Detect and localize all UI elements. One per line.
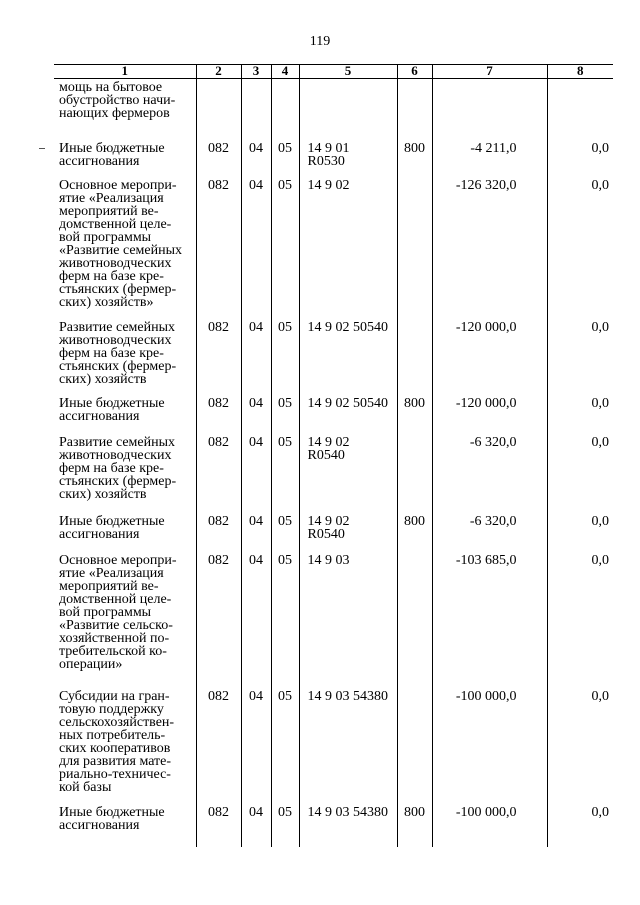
row-cell-8: 0,0 xyxy=(547,682,613,798)
row-cell-8: 0,0 xyxy=(547,171,613,313)
cell-line: 14 9 02 xyxy=(307,513,350,529)
row-cell-7: -120 000,0 xyxy=(432,389,547,428)
row-cell-5 xyxy=(299,171,397,313)
table-row xyxy=(54,313,613,389)
row-cell-2: 082 xyxy=(196,428,241,507)
row-cell-3: 04 xyxy=(241,428,271,507)
cell-line: нающих фермеров xyxy=(59,106,170,121)
cell-line: стьянских (фермер- xyxy=(59,281,177,297)
cell-line: Основное меропри- xyxy=(59,552,177,568)
row-cell-6 xyxy=(397,171,432,313)
cell-line: животноводческих xyxy=(59,332,172,348)
cell-line: ферм на базе кре- xyxy=(59,345,164,361)
row-cell-7: -100 000,0 xyxy=(432,798,547,847)
cell-line: животноводческих xyxy=(59,447,172,463)
cell-line: 14 9 03 xyxy=(307,552,350,568)
row-cell-8: 0,0 xyxy=(547,507,613,546)
cell-line: сельскохозяйствен- xyxy=(59,714,175,730)
cell-line: «Развитие семейных xyxy=(59,242,183,258)
table-row xyxy=(54,428,613,507)
row-cell-3: 04 xyxy=(241,389,271,428)
row-cell-5 xyxy=(299,798,397,847)
row-name-cell xyxy=(54,134,196,171)
header-row xyxy=(54,65,613,79)
cell-line: операции» xyxy=(59,656,123,672)
row-cell-3: 04 xyxy=(241,798,271,847)
row-cell-8 xyxy=(547,79,613,134)
row-cell-5 xyxy=(299,79,397,134)
cell-line: ных потребитель- xyxy=(59,727,166,743)
row-cell-4: 05 xyxy=(271,507,299,546)
row-name-cell xyxy=(54,313,196,389)
row-cell-3: 04 xyxy=(241,682,271,798)
cell-line: домственной целе- xyxy=(59,216,172,232)
header-cell: 7 xyxy=(432,65,547,79)
cell-line: Иные бюджетные xyxy=(59,804,165,820)
cell-line: ятие «Реализация xyxy=(59,190,164,206)
row-cell-4: 05 xyxy=(271,682,299,798)
cell-line: мероприятий ве- xyxy=(59,203,159,219)
row-cell-6: 800 xyxy=(397,134,432,171)
cell-line: ских) хозяйств» xyxy=(59,294,154,310)
cell-line: Развитие семейных xyxy=(59,319,176,335)
row-cell-5 xyxy=(299,507,397,546)
table-row xyxy=(54,507,613,546)
row-cell-7: -4 211,0 xyxy=(432,134,547,171)
row-cell-8: 0,0 xyxy=(547,313,613,389)
row-cell-4: 05 xyxy=(271,428,299,507)
cell-line: вой программы xyxy=(59,604,152,620)
cell-line: мероприятий ве- xyxy=(59,578,159,594)
row-cell-2: 082 xyxy=(196,546,241,682)
row-cell-3: 04 xyxy=(241,546,271,682)
row-cell-5 xyxy=(299,428,397,507)
cell-line: домственной целе- xyxy=(59,591,172,607)
header-cell: 2 xyxy=(196,65,241,79)
row-cell-8: 0,0 xyxy=(547,389,613,428)
cell-line: ассигнования xyxy=(59,526,140,542)
cell-line: ферм на базе кре- xyxy=(59,460,164,476)
row-cell-3 xyxy=(241,79,271,134)
row-cell-5 xyxy=(299,682,397,798)
page-number: 119 xyxy=(309,34,331,49)
row-cell-4 xyxy=(271,79,299,134)
cell-line: 14 9 02 xyxy=(307,434,350,450)
cell-line: требительской ко- xyxy=(59,643,167,659)
cell-line: Иные бюджетные xyxy=(59,395,165,411)
cell-line: 14 9 02 50540 xyxy=(307,395,388,411)
cell-line: ассигнования xyxy=(59,153,140,169)
cell-line: Субсидии на гран- xyxy=(59,688,170,704)
table-row xyxy=(54,134,613,171)
cell-line: Развитие семейных xyxy=(59,434,176,450)
cell-line: «Развитие сельско- xyxy=(59,617,173,633)
cell-line: мощь на бытовое xyxy=(59,80,163,95)
row-cell-7: -100 000,0 xyxy=(432,682,547,798)
row-cell-2: 082 xyxy=(196,682,241,798)
cell-line: 14 9 03 54380 xyxy=(307,804,388,820)
cell-line: 14 9 03 54380 xyxy=(307,688,388,704)
row-cell-8: 0,0 xyxy=(547,134,613,171)
row-cell-5 xyxy=(299,313,397,389)
row-name-cell xyxy=(54,546,196,682)
budget-table xyxy=(54,64,613,847)
row-cell-5 xyxy=(299,389,397,428)
table-row xyxy=(54,798,613,847)
row-cell-6: 800 xyxy=(397,507,432,546)
row-cell-2: 082 xyxy=(196,798,241,847)
table-body xyxy=(54,65,613,847)
row-cell-3: 04 xyxy=(241,134,271,171)
row-name-cell xyxy=(54,389,196,428)
row-cell-5 xyxy=(299,546,397,682)
cell-line: R0540 xyxy=(307,526,345,542)
table-row xyxy=(54,79,613,134)
cell-line: хозяйственной по- xyxy=(59,630,170,646)
cell-line: 14 9 02 50540 xyxy=(307,319,388,335)
row-name-cell xyxy=(54,682,196,798)
row-cell-3: 04 xyxy=(241,313,271,389)
cell-line: вой программы xyxy=(59,229,152,245)
row-cell-6 xyxy=(397,546,432,682)
table-row xyxy=(54,546,613,682)
header-cell: 8 xyxy=(547,65,613,79)
row-name-cell xyxy=(54,507,196,546)
row-cell-2: 082 xyxy=(196,171,241,313)
row-cell-2: 082 xyxy=(196,507,241,546)
cell-line: R0540 xyxy=(307,447,345,463)
cell-line: Иные бюджетные xyxy=(59,513,165,529)
header-cell: 4 xyxy=(271,65,299,79)
cell-line: ских) хозяйств xyxy=(59,371,147,387)
cell-line: ятие «Реализация xyxy=(59,565,164,581)
row-cell-6 xyxy=(397,682,432,798)
row-cell-4: 05 xyxy=(271,389,299,428)
cell-line: ских кооперативов xyxy=(59,740,171,756)
row-cell-2: 082 xyxy=(196,313,241,389)
cell-line: ассигнования xyxy=(59,408,140,424)
row-cell-6 xyxy=(397,428,432,507)
header-cell: 6 xyxy=(397,65,432,79)
row-cell-4: 05 xyxy=(271,134,299,171)
cell-line: обустройство начи- xyxy=(59,93,176,108)
cell-line: ских) хозяйств xyxy=(59,486,147,502)
row-cell-3: 04 xyxy=(241,171,271,313)
row-cell-5 xyxy=(299,134,397,171)
row-cell-7: -126 320,0 xyxy=(432,171,547,313)
row-cell-7: -6 320,0 xyxy=(432,507,547,546)
row-name-cell xyxy=(54,428,196,507)
cell-line: 14 9 02 xyxy=(307,177,350,193)
row-name-cell xyxy=(54,798,196,847)
row-cell-2: 082 xyxy=(196,389,241,428)
cell-line: R0530 xyxy=(307,153,345,169)
cell-line: Основное меропри- xyxy=(59,177,177,193)
row-cell-8: 0,0 xyxy=(547,428,613,507)
row-cell-6 xyxy=(397,79,432,134)
cell-line: для развития мате- xyxy=(59,753,172,769)
cell-line: стьянских (фермер- xyxy=(59,473,177,489)
cell-line: кой базы xyxy=(59,779,112,795)
row-name-cell xyxy=(54,171,196,313)
row-cell-4: 05 xyxy=(271,798,299,847)
table-row xyxy=(54,171,613,313)
cell-line: стьянских (фермер- xyxy=(59,358,177,374)
table-row xyxy=(54,682,613,798)
header-cell: 3 xyxy=(241,65,271,79)
cell-line: Иные бюджетные xyxy=(59,140,165,156)
table-row xyxy=(54,389,613,428)
row-cell-7: -6 320,0 xyxy=(432,428,547,507)
row-cell-7 xyxy=(432,79,547,134)
header-cell: 5 xyxy=(299,65,397,79)
margin-mark xyxy=(39,148,45,149)
row-cell-8: 0,0 xyxy=(547,546,613,682)
row-cell-2: 082 xyxy=(196,134,241,171)
row-cell-4: 05 xyxy=(271,546,299,682)
cell-line: 14 9 01 xyxy=(307,140,350,156)
row-cell-8: 0,0 xyxy=(547,798,613,847)
cell-line: ферм на базе кре- xyxy=(59,268,164,284)
header-cell: 1 xyxy=(54,65,196,79)
row-cell-3: 04 xyxy=(241,507,271,546)
cell-line: ассигнования xyxy=(59,817,140,833)
row-cell-6 xyxy=(397,313,432,389)
cell-line: товую поддержку xyxy=(59,701,164,717)
row-cell-4: 05 xyxy=(271,313,299,389)
row-cell-6: 800 xyxy=(397,798,432,847)
row-cell-7: -120 000,0 xyxy=(432,313,547,389)
row-cell-6: 800 xyxy=(397,389,432,428)
row-name-cell xyxy=(54,79,196,134)
cell-line: риально-техничес- xyxy=(59,766,171,782)
row-cell-4: 05 xyxy=(271,171,299,313)
row-cell-2 xyxy=(196,79,241,134)
cell-line: животноводческих xyxy=(59,255,172,271)
row-cell-7: -103 685,0 xyxy=(432,546,547,682)
